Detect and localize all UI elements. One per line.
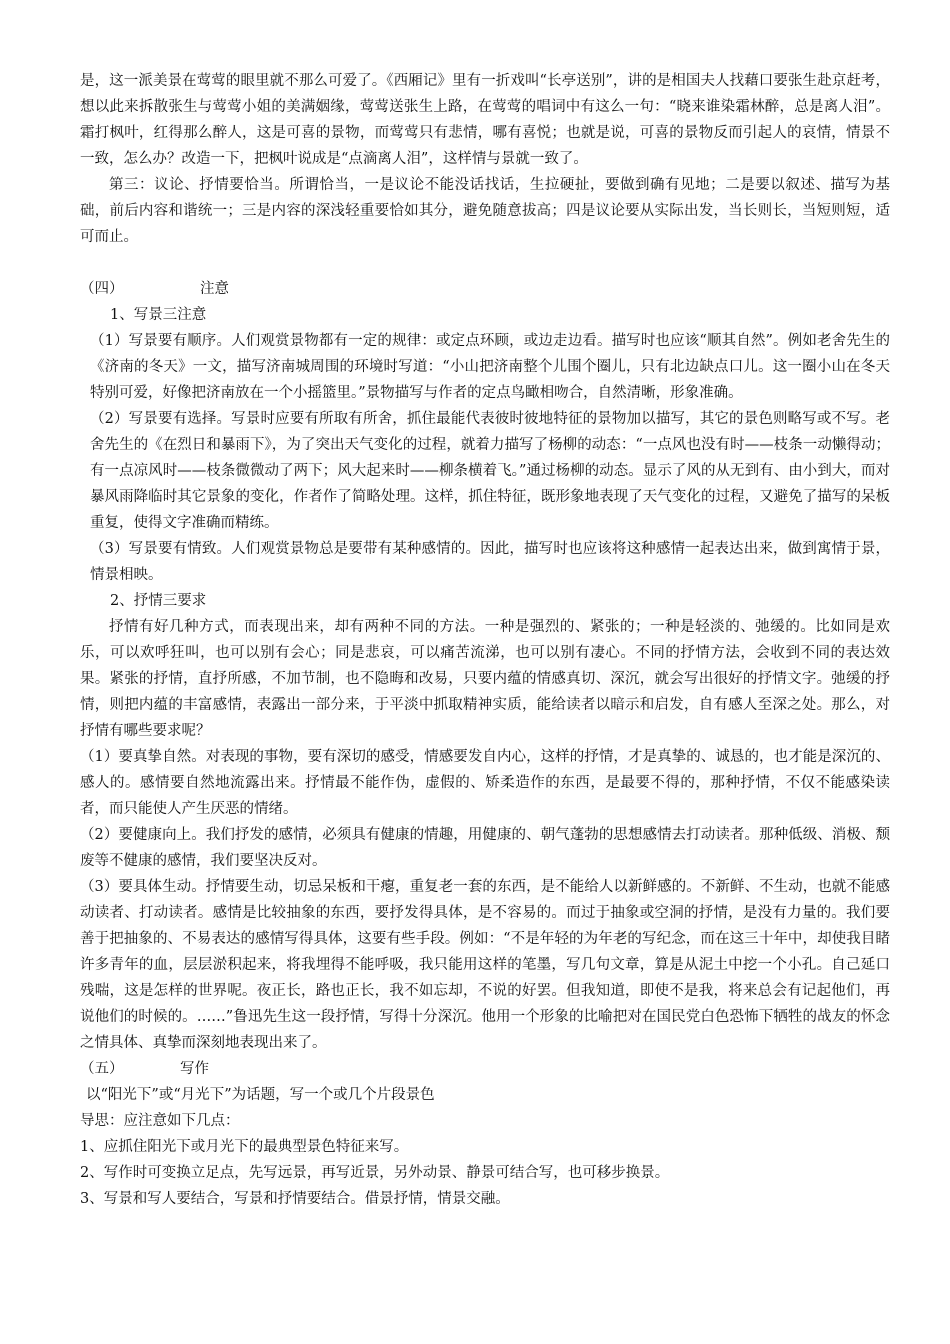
guide-point-1: 1、应抓住阳光下或月光下的最典型景色特征来写。 — [80, 1139, 409, 1155]
section-4-number: （四） — [80, 281, 124, 297]
section-5-heading — [80, 1056, 890, 1082]
scenery-item-1: （1）写景要有顺序。人们观赏景物都有一定的规律：或定点环顾，或边走边看。描写时也应该“顺其自然”。例如老舍先生的《济南的冬天》一文，描写济南城周围的环境时写道：“小山把济南整个儿围个圈儿，只有北边缺点口儿。这一圈小山在冬天特别可爱，好像把济南放在一个小摇篮里。”景物描写与作者的定点鸟瞰相吻合，自然清晰，形象准确。 — [90, 333, 890, 401]
lyric-item-1: （1）要真挚自然。对表现的事物，要有深切的感受，情感要发自内心，这样的抒情，才是真挚的、诚恳的，也才能是深沉的、感人的。感情要自然地流露出来。抒情最不能作伪，虚假的、矫柔造作的东西，是最要不得的，那种抒情，不仅不能感染读者，而只能使人产生厌恶的情绪。 — [80, 749, 890, 817]
writing-prompt: 以“阳光下”或“月光下”为话题，写一个或几个片段景色 — [86, 1087, 435, 1103]
section-4-subheading-2: 2、抒情三要求 — [110, 593, 207, 609]
guide-point-3: 3、写景和写人要结合，写景和抒情要结合。借景抒情，情景交融。 — [80, 1191, 510, 1207]
lyric-item-2: （2）要健康向上。我们抒发的感情，必须具有健康的情趣，用健康的、朝气蓬勃的思想感情去打动读者。那种低级、消极、颓废等不健康的感情，我们要坚决反对。 — [80, 827, 890, 869]
paragraph-third-point: 第三：议论、抒情要恰当。所谓恰当，一是议论不能没话找话，生拉硬扯，要做到确有见地；二是要以叙述、描写为基础，前后内容和谐统一；三是内容的深浅轻重要恰如其分，避免随意拔高；四是议论要从实际出发，当长则长，当短则短，适可而止。 — [80, 177, 890, 245]
scenery-item-2: （2）写景要有选择。写景时应要有所取有所舍，抓住最能代表彼时彼地特征的景物加以描写，其它的景色则略写或不写。老舍先生的《在烈日和暴雨下》，为了突出天气变化的过程，就着力描写了杨柳的动态：“一点风也没有时——枝条一动懒得动；有一点凉风时——枝条微微动了两下；风大起来时——柳条横着飞。”通过杨柳的动态。显示了风的从无到有、由小到大，而对暴风雨降临时其它景象的变化，作者作了简略处理。这样，抓住特征，既形象地表现了天气变化的过程，又避免了描写的呆板重复，使得文字准确而精练。 — [90, 411, 890, 531]
spacer — [80, 250, 890, 276]
section-5-number: （五） — [80, 1061, 124, 1077]
guide-heading: 导思：应注意如下几点： — [80, 1113, 240, 1129]
lyric-intro-paragraph: 抒情有好几种方式，而表现出来，却有两种不同的方法。一种是强烈的、紧张的；一种是轻淡的、弛缓的。比如同是欢乐，可以欢呼狂叫，也可以别有会心；同是悲哀，可以痛苦流涕，也可以别有凄心。不同的抒情方法，会收到不同的表达效果。紧张的抒情，直抒所感，不加节制，也不隐晦和改易，只要内蕴的情感真切、深沉，就会写出很好的抒情文字。弛缓的抒情，则把内蕴的丰富感情，表露出一部分来，于平淡中抓取精神实质，能给读者以暗示和启发，自有感人至深之处。那么，对抒情有哪些要求呢？ — [80, 619, 890, 739]
section-5-title: 写作 — [180, 1061, 209, 1077]
section-4-subheading-1: 1、写景三注意 — [110, 307, 207, 323]
section-4-heading — [80, 276, 890, 302]
section-4-title: 注意 — [200, 281, 229, 297]
paragraph-xixiangji: 是，这一派美景在莺莺的眼里就不那么可爱了。《西厢记》里有一折戏叫“长亭送别”，讲的是相国夫人找藉口要张生赴京赶考，想以此来拆散张生与莺莺小姐的美满姻缘，莺莺送张生上路，在莺莺的唱词中有这么一句：“晓来谁染霜林醉，总是离人泪”。霜打枫叶，红得那么醉人，这是可喜的景物，而莺莺只有悲情，哪有喜悦；也就是说，可喜的景物反而引起人的哀情，情景不一致，怎么办？改造一下，把枫叶说成是“点滴离人泪”，这样情与景就一致了。 — [80, 73, 890, 167]
guide-point-2: 2、写作时可变换立足点，先写远景，再写近景，另外动景、静景可结合写，也可移步换景。 — [80, 1165, 670, 1181]
lyric-item-3: （3）要具体生动。抒情要生动，切忌呆板和干瘪，重复老一套的东西，是不能给人以新鲜感的。不新鲜、不生动，也就不能感动读者、打动读者。感情是比较抽象的东西，要抒发得具体，是不容易的。而过于抽象或空洞的抒情，是没有力量的。我们要善于把抽象的、不易表达的感情写得具体，这要有些手段。例如：“不是年轻的为年老的写纪念，而在这三十年中，却使我目睹许多青年的血，层层淤积起来，将我埋得不能呼吸，我只能用这样的笔墨，写几句文章，算是从泥土中挖一个小孔。自己延口残喘，这是怎样的世界呢。夜正长，路也正长，我不如忘却，不说的好罢。但我知道，即使不是我，将来总会有记起他们，再说他们的时候的。……”鲁迅先生这一段抒情，写得十分深沉。他用一个形象的比喻把对在国民党白色恐怖下牺牲的战友的怀念之情具体、真挚而深刻地表现出来了。 — [80, 879, 890, 1051]
scenery-item-3: （3）写景要有情致。人们观赏景物总是要带有某种感情的。因此，描写时也应该将这种感情一起表达出来，做到寓情于景，情景相映。 — [90, 541, 890, 583]
